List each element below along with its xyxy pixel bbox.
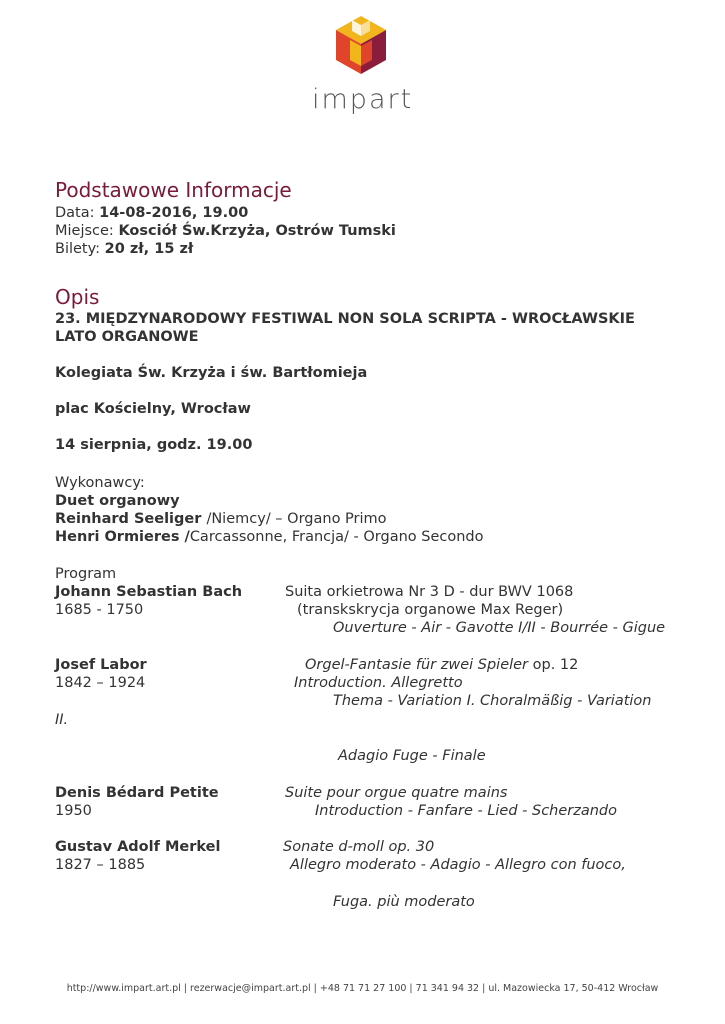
- duo-label: Duet organowy: [55, 493, 180, 509]
- bach-years: 1685 - 1750: [55, 602, 144, 618]
- venue: Kolegiata Św. Krzyża i św. Bartłomieja: [55, 365, 368, 381]
- date-line: [55, 204, 248, 222]
- merkel-name: Gustav Adolf Merkel: [55, 839, 221, 855]
- performer-2-details: Carcassonne, Francja/ - Organo Secondo: [189, 529, 484, 545]
- labor-work-3: Thema - Variation I. Choralmäßig - Variation: [333, 693, 652, 709]
- program-label: Program: [55, 566, 117, 582]
- footer-contact: http://www.impart.art.pl | rezerwacje@impart.art.pl | +48 71 71 27 100 | 71 341 94 32 | ul. Mazowiecka 17, 50-412 Wrocław: [66, 983, 659, 994]
- labor-work-1: [305, 656, 578, 674]
- labor-work-1-opus: op. 12: [528, 657, 579, 673]
- tickets-value: 20 zł, 15 zł: [104, 241, 194, 257]
- bach-work-1: Suita orkietrowa Nr 3 D - dur BWV 1068: [285, 584, 574, 600]
- bach-name: Johann Sebastian Bach: [55, 584, 243, 600]
- festival-title-line1: 23. MIĘDZYNARODOWY FESTIWAL NON SOLA SCRIPTA - WROCŁAWSKIE: [55, 311, 635, 327]
- merkel-work-1: Sonate d-moll op. 30: [283, 839, 435, 855]
- performers-label: Wykonawcy:: [55, 475, 145, 491]
- place-value: Kosciół Św.Krzyża, Ostrów Tumski: [118, 223, 396, 239]
- labor-work-4: Adagio Fuge - Finale: [338, 748, 486, 764]
- merkel-years: 1827 – 1885: [55, 857, 146, 873]
- bedard-years: 1950: [55, 803, 92, 819]
- place-label: Miejsce:: [55, 223, 119, 239]
- labor-work-1-title: Orgel-Fantasie für zwei Spieler: [305, 657, 529, 673]
- bedard-name: Denis Bédard Petite: [55, 785, 219, 801]
- performer-2: [55, 528, 483, 546]
- tickets-label: Bilety:: [55, 241, 105, 257]
- labor-years: 1842 – 1924: [55, 675, 146, 691]
- event-time: 14 sierpnia, godz. 19.00: [55, 437, 253, 453]
- labor-name: Josef Labor: [55, 657, 147, 673]
- labor-work-2: Introduction. Allegretto: [294, 675, 463, 691]
- performer-2-name: Henri Ormieres /: [55, 529, 190, 545]
- basic-info-heading: Podstawowe Informacje: [55, 178, 292, 202]
- description-heading: Opis: [55, 285, 100, 309]
- bedard-work-1: Suite pour orgue quatre mains: [285, 785, 508, 801]
- impart-logo-icon: [330, 14, 392, 76]
- performer-1-name: Reinhard Seeliger: [55, 511, 207, 527]
- brand-name: impart: [312, 84, 414, 115]
- bach-work-2: (transkskrycja organowe Max Reger): [297, 602, 564, 618]
- merkel-work-3: Fuga. più moderato: [333, 894, 475, 910]
- address: plac Kościelny, Wrocław: [55, 401, 251, 417]
- performer-1-details: /Niemcy/ – Organo Primo: [206, 511, 387, 527]
- tickets-line: [55, 240, 193, 258]
- festival-title-line2: LATO ORGANOWE: [55, 329, 199, 345]
- bedard-work-2: Introduction - Fanfare - Lied - Scherzando: [315, 803, 618, 819]
- place-line: [55, 222, 396, 240]
- bach-work-3: Ouverture - Air - Gavotte I/II - Bourrée - Gigue: [333, 620, 666, 636]
- date-label: Data:: [55, 205, 100, 221]
- date-value: 14-08-2016, 19.00: [99, 205, 249, 221]
- performer-1: [55, 510, 387, 528]
- labor-work-3-continued: II.: [55, 712, 69, 728]
- merkel-work-2: Allegro moderato - Adagio - Allegro con fuoco,: [290, 857, 626, 873]
